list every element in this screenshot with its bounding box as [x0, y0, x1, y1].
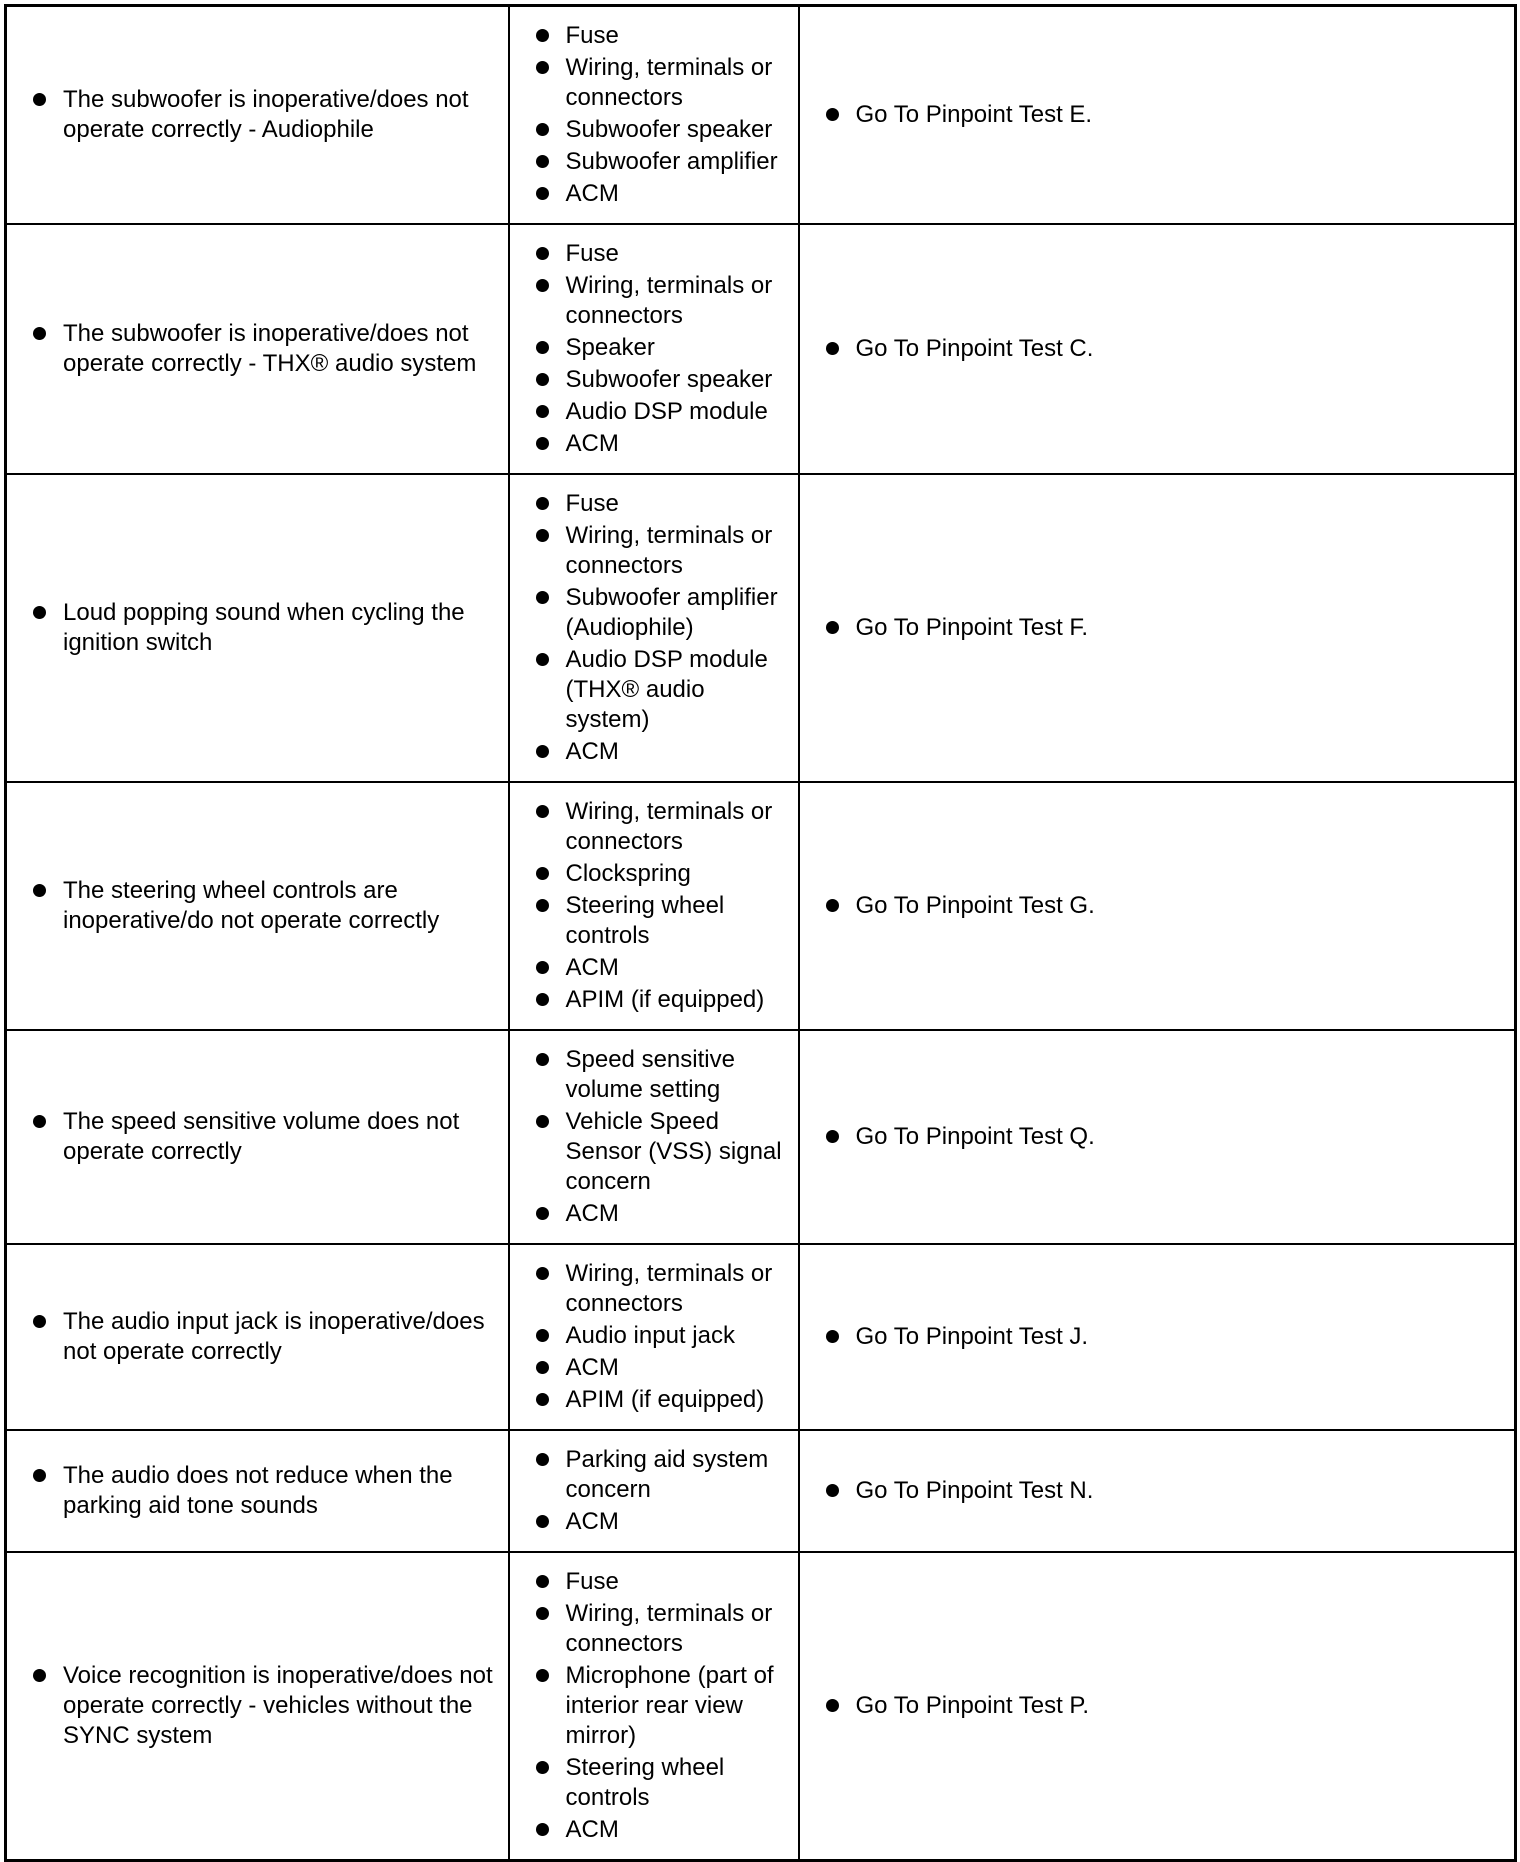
bullet-icon: [536, 1607, 549, 1620]
symptom-item: [33, 1307, 500, 1367]
symptom-cell: [6, 1430, 509, 1552]
bullet-icon: [536, 1267, 549, 1280]
action-cell: [799, 1430, 1516, 1552]
action-item-text: Go To Pinpoint Test J.: [855, 1323, 1089, 1350]
cause-item-text: Wiring, terminals or connectors: [565, 1600, 773, 1657]
symptom-cell: [6, 1030, 509, 1244]
cause-item-text: APIM (if equipped): [565, 986, 765, 1013]
bullet-icon: [536, 61, 549, 74]
possible-source-cell: [509, 1552, 799, 1861]
cause-item: [536, 1507, 794, 1537]
bullet-icon: [536, 805, 549, 818]
bullet-icon: [536, 1453, 549, 1466]
bullet-icon: [536, 1329, 549, 1342]
symptom-item: [33, 319, 500, 379]
table-row: [6, 1552, 1516, 1861]
cause-item-text: Subwoofer speaker: [565, 116, 773, 143]
cause-item: [536, 953, 794, 983]
cause-item-text: ACM: [565, 1508, 619, 1535]
cause-item-text: ACM: [565, 430, 619, 457]
bullet-icon: [536, 437, 549, 450]
bullet-icon: [826, 621, 839, 634]
action-item-text: Go To Pinpoint Test E.: [855, 101, 1093, 128]
cause-item-text: Audio DSP module (THX® audio system): [565, 646, 768, 733]
bullet-icon: [826, 1484, 839, 1497]
table-row: [6, 6, 1516, 225]
cause-item-text: Wiring, terminals or connectors: [565, 798, 773, 855]
action-item-text: Go To Pinpoint Test P.: [855, 1692, 1089, 1719]
action-item: [826, 891, 1507, 921]
cause-item-text: APIM (if equipped): [565, 1386, 765, 1413]
bullet-icon: [536, 1115, 549, 1128]
bullet-icon: [536, 405, 549, 418]
bullet-icon: [536, 1823, 549, 1836]
bullet-icon: [826, 1699, 839, 1712]
bullet-icon: [826, 108, 839, 121]
possible-source-cell: [509, 6, 799, 225]
cause-item-text: Speed sensitive volume setting: [565, 1046, 735, 1103]
bullet-icon: [33, 1669, 46, 1682]
cause-item: [536, 1445, 794, 1505]
table-row: [6, 1030, 1516, 1244]
cause-item: [536, 489, 794, 519]
action-item: [826, 1322, 1507, 1352]
cause-item-text: ACM: [565, 1354, 619, 1381]
symptom-cell: [6, 6, 509, 225]
cause-item: [536, 1321, 794, 1351]
action-cell: [799, 1244, 1516, 1430]
cause-item: [536, 115, 794, 145]
cause-item-text: Audio DSP module: [565, 398, 768, 425]
symptom-chart-table: [4, 4, 1517, 1862]
cause-item-text: Wiring, terminals or connectors: [565, 1260, 773, 1317]
bullet-icon: [33, 606, 46, 619]
possible-source-cell: [509, 224, 799, 474]
cause-item: [536, 1353, 794, 1383]
cause-item: [536, 429, 794, 459]
cause-item: [536, 1567, 794, 1597]
possible-source-cell: [509, 1244, 799, 1430]
symptom-item: [33, 598, 500, 658]
bullet-icon: [536, 497, 549, 510]
bullet-icon: [536, 341, 549, 354]
cause-item-text: Clockspring: [565, 860, 691, 887]
bullet-icon: [536, 247, 549, 260]
cause-item: [536, 53, 794, 113]
cause-item-text: Steering wheel controls: [565, 892, 725, 949]
symptom-item-text: Loud popping sound when cycling the ignition switch: [63, 599, 465, 656]
table-row: [6, 224, 1516, 474]
action-cell: [799, 1030, 1516, 1244]
bullet-icon: [826, 342, 839, 355]
cause-item: [536, 1753, 794, 1813]
cause-item: [536, 333, 794, 363]
symptom-cell: [6, 224, 509, 474]
action-cell: [799, 782, 1516, 1030]
cause-item: [536, 1259, 794, 1319]
symptom-item: [33, 876, 500, 936]
action-cell: [799, 224, 1516, 474]
bullet-icon: [536, 155, 549, 168]
symptom-chart-body: [6, 6, 1516, 1861]
cause-item: [536, 179, 794, 209]
action-cell: [799, 474, 1516, 782]
symptom-item-text: Voice recognition is inoperative/does not operate correctly - vehicles without the SYNC system: [63, 1662, 493, 1749]
cause-item: [536, 21, 794, 51]
cause-item: [536, 1385, 794, 1415]
symptom-item: [33, 1661, 500, 1751]
possible-source-cell: [509, 474, 799, 782]
cause-item: [536, 1599, 794, 1659]
cause-item-text: ACM: [565, 180, 619, 207]
bullet-icon: [33, 1115, 46, 1128]
cause-item-text: Subwoofer amplifier: [565, 148, 778, 175]
possible-source-cell: [509, 1030, 799, 1244]
symptom-item: [33, 1461, 500, 1521]
bullet-icon: [536, 1393, 549, 1406]
bullet-icon: [33, 1469, 46, 1482]
cause-item-text: Fuse: [565, 490, 619, 517]
action-item: [826, 100, 1507, 130]
bullet-icon: [536, 867, 549, 880]
cause-item: [536, 859, 794, 889]
symptom-item-text: The subwoofer is inoperative/does not operate correctly - THX® audio system: [63, 320, 477, 377]
bullet-icon: [536, 1053, 549, 1066]
bullet-icon: [536, 187, 549, 200]
cause-item-text: Wiring, terminals or connectors: [565, 522, 773, 579]
cause-item: [536, 583, 794, 643]
cause-item: [536, 891, 794, 951]
cause-item: [536, 737, 794, 767]
bullet-icon: [826, 1130, 839, 1143]
bullet-icon: [536, 1361, 549, 1374]
symptom-item: [33, 85, 500, 145]
bullet-icon: [536, 1575, 549, 1588]
bullet-icon: [826, 1330, 839, 1343]
action-item-text: Go To Pinpoint Test N.: [855, 1477, 1094, 1504]
bullet-icon: [536, 653, 549, 666]
table-row: [6, 474, 1516, 782]
action-item: [826, 1691, 1507, 1721]
action-item: [826, 613, 1507, 643]
bullet-icon: [536, 1761, 549, 1774]
bullet-icon: [536, 1515, 549, 1528]
symptom-item-text: The audio does not reduce when the parking aid tone sounds: [63, 1462, 453, 1519]
symptom-cell: [6, 474, 509, 782]
symptom-cell: [6, 1552, 509, 1861]
cause-item-text: Subwoofer amplifier (Audiophile): [565, 584, 778, 641]
action-cell: [799, 1552, 1516, 1861]
cause-item: [536, 645, 794, 735]
cause-item: [536, 521, 794, 581]
cause-item-text: ACM: [565, 954, 619, 981]
cause-item-text: Steering wheel controls: [565, 1754, 725, 1811]
cause-item-text: Fuse: [565, 22, 619, 49]
action-item: [826, 1122, 1507, 1152]
cause-item-text: Speaker: [565, 334, 655, 361]
bullet-icon: [536, 29, 549, 42]
action-cell: [799, 6, 1516, 225]
possible-source-cell: [509, 1430, 799, 1552]
bullet-icon: [826, 899, 839, 912]
symptom-cell: [6, 782, 509, 1030]
cause-item-text: Parking aid system concern: [565, 1446, 769, 1503]
symptom-item-text: The subwoofer is inoperative/does not operate correctly - Audiophile: [63, 86, 469, 143]
possible-source-cell: [509, 782, 799, 1030]
cause-item-text: Audio input jack: [565, 1322, 735, 1349]
cause-item-text: Subwoofer speaker: [565, 366, 773, 393]
bullet-icon: [536, 993, 549, 1006]
cause-item-text: ACM: [565, 1816, 619, 1843]
action-item-text: Go To Pinpoint Test C.: [855, 335, 1094, 362]
table-row: [6, 1244, 1516, 1430]
table-row: [6, 782, 1516, 1030]
bullet-icon: [536, 899, 549, 912]
cause-item: [536, 397, 794, 427]
bullet-icon: [536, 745, 549, 758]
cause-item: [536, 985, 794, 1015]
cause-item-text: ACM: [565, 738, 619, 765]
bullet-icon: [536, 591, 549, 604]
cause-item: [536, 797, 794, 857]
symptom-item: [33, 1107, 500, 1167]
cause-item-text: Wiring, terminals or connectors: [565, 54, 773, 111]
bullet-icon: [33, 93, 46, 106]
bullet-icon: [33, 884, 46, 897]
action-item-text: Go To Pinpoint Test F.: [855, 614, 1089, 641]
cause-item: [536, 239, 794, 269]
cause-item-text: Fuse: [565, 1568, 619, 1595]
action-item-text: Go To Pinpoint Test G.: [855, 892, 1095, 919]
cause-item: [536, 365, 794, 395]
bullet-icon: [536, 123, 549, 136]
cause-item: [536, 1045, 794, 1105]
symptom-item-text: The audio input jack is inoperative/does not operate correctly: [63, 1308, 485, 1365]
action-item: [826, 1476, 1507, 1506]
bullet-icon: [536, 1669, 549, 1682]
bullet-icon: [33, 1315, 46, 1328]
cause-item: [536, 1199, 794, 1229]
bullet-icon: [536, 529, 549, 542]
symptom-cell: [6, 1244, 509, 1430]
bullet-icon: [536, 1207, 549, 1220]
bullet-icon: [536, 373, 549, 386]
cause-item-text: Wiring, terminals or connectors: [565, 272, 773, 329]
table-row: [6, 1430, 1516, 1552]
bullet-icon: [33, 327, 46, 340]
cause-item: [536, 1815, 794, 1845]
action-item: [826, 334, 1507, 364]
cause-item: [536, 1661, 794, 1751]
cause-item-text: ACM: [565, 1200, 619, 1227]
cause-item: [536, 147, 794, 177]
symptom-item-text: The steering wheel controls are inoperative/do not operate correctly: [63, 877, 440, 934]
cause-item-text: Fuse: [565, 240, 619, 267]
symptom-item-text: The speed sensitive volume does not operate correctly: [63, 1108, 460, 1165]
action-item-text: Go To Pinpoint Test Q.: [855, 1123, 1095, 1150]
bullet-icon: [536, 279, 549, 292]
cause-item-text: Vehicle Speed Sensor (VSS) signal concern: [565, 1108, 782, 1195]
bullet-icon: [536, 961, 549, 974]
cause-item: [536, 271, 794, 331]
cause-item-text: Microphone (part of interior rear view mirror): [565, 1662, 774, 1749]
cause-item: [536, 1107, 794, 1197]
